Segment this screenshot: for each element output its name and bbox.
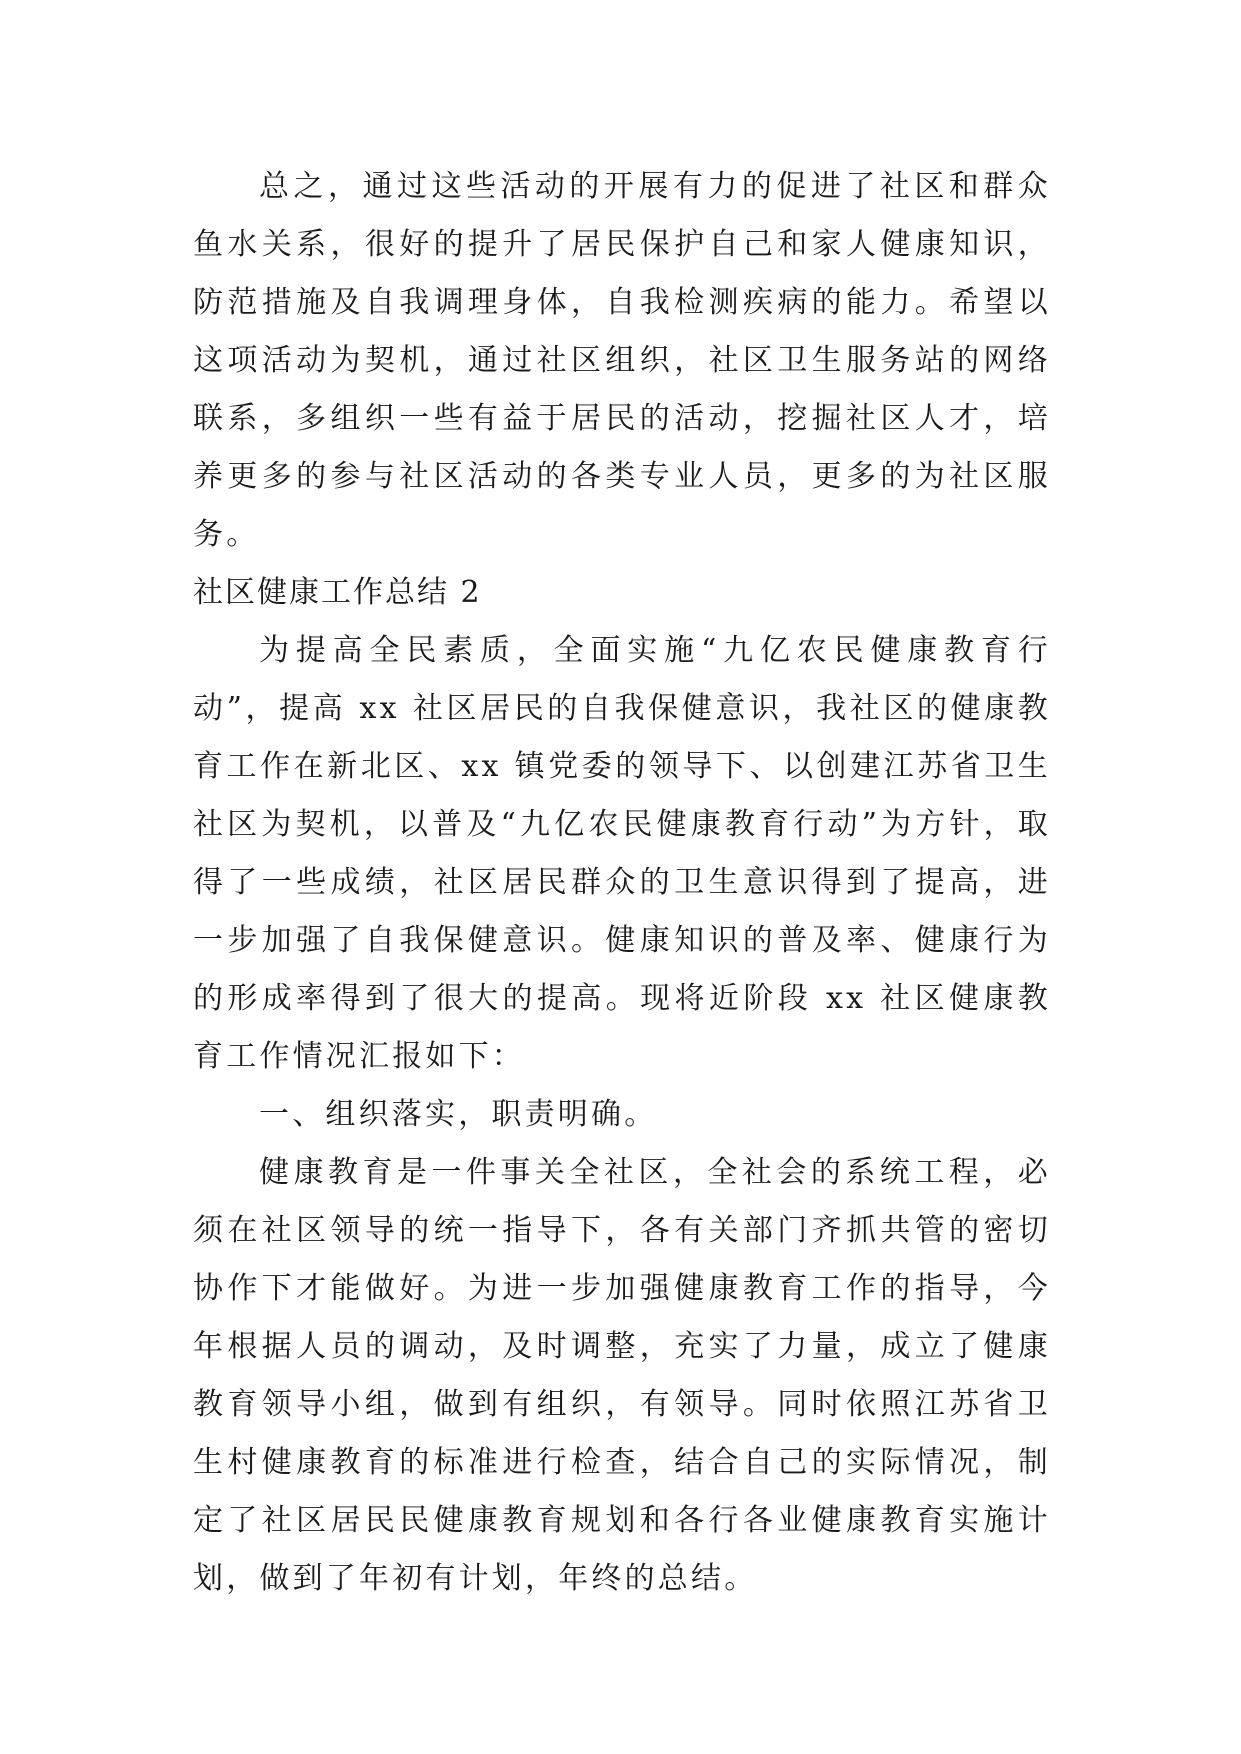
paragraph-summary: 总之，通过这些活动的开展有力的促进了社区和群众鱼水关系，很好的提升了居民保护自己和家人健康知识，防范措施及自我调理身体，自我检测疾病的能力。希望以这项活动为契机，通过社区组织，社区卫生服务站的网络联系，多组织一些有益于居民的活动，挖掘社区人才，培养更多的参与社区活动的各类专业人员，更多的为社区服务。 <box>193 169 1051 552</box>
document-page <box>193 158 1051 1608</box>
section-title: 社区健康工作总结 2 <box>193 575 482 610</box>
subheading-organization: 一、组织落实，职责明确。 <box>259 1097 658 1132</box>
paragraph-intro: 为提高全民素质，全面实施“九亿农民健康教育行动”，提高 xx 社区居民的自我保健意识，我社区的健康教育工作在新北区、xx 镇党委的领导下、以创建江苏省卫生社区为契机，以普及“九亿农民健康教育行动”为方针，取得了一些成绩，社区居民群众的卫生意识得到了提高，进一步加强了自我保健意识。健康知识的普及率、健康行为的形成率得到了很大的提高。现将近阶段 xx 社区健康教育工作情况汇报如下： <box>193 633 1051 1074</box>
paragraph-organization: 健康教育是一件事关全社区，全社会的系统工程，必须在社区领导的统一指导下，各有关部门齐抓共管的密切协作下才能做好。为进一步加强健康教育工作的指导，今年根据人员的调动，及时调整，充实了力量，成立了健康教育领导小组，做到有组织，有领导。同时依照江苏省卫生村健康教育的标准进行检查，结合自己的实际情况，制定了社区居民民健康教育规划和各行各业健康教育实施计划，做到了年初有计划，年终的总结。 <box>193 1155 1051 1596</box>
